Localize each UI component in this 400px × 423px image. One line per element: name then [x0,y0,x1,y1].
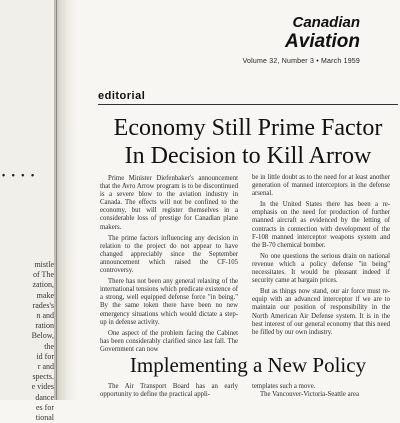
binding-gutter-line [56,0,57,400]
adjacent-page-strip [0,0,60,423]
article-column-right [252,174,390,340]
text-fragment: ration [35,321,54,331]
binding-gutter-shadow [54,0,78,400]
text-fragment: Below, [31,331,54,341]
section-label: editorial [98,90,146,102]
second-article-column-left [100,383,238,399]
paragraph: templates such a move. [252,383,316,390]
paragraph: One aspect of the problem facing the Cabinet has been considerably clarified since last fall. The Government can now [100,329,238,353]
masthead-title-line1: Canadian [292,14,360,31]
paragraph: In the United States there has been a re-emphasis on the need for production of further manned aircraft as evidenced by the letting of contracts in connection with development of the F-108 manned interceptor weapons system and the B-70 chemical bomber. [252,201,390,249]
text-fragment: es for [36,402,54,412]
headline-line2: In Decision to Kill Arrow [124,143,372,169]
text-fragment: spects. [32,372,54,382]
paragraph: The Air Transport Board has an early opportunity to define the practical appli- [100,383,238,399]
magazine-masthead [285,14,360,53]
paragraph: But as things now stand, our air force must re-equip with an advanced interceptor if we are to maintain our position of responsibility in the North American Air Defense system. It is in the best interest of our general economy that this need be filled by our own industry. [252,288,390,336]
text-fragment: mistle [34,260,54,269]
text-fragment: the [44,341,54,351]
issue-info: Volume 32, Number 3 • March 1959 [242,58,360,65]
text-fragment: id for [36,351,54,361]
text-fragment: zation, [32,280,54,290]
second-article-headline: Implementing a New Policy [98,353,398,377]
article-column-left [100,175,238,357]
text-fragment: of The [33,270,54,280]
adjacent-page-text-fragments [20,260,54,423]
section-rule [98,104,398,105]
text-fragment: e vides [31,382,54,392]
headline-line1: Economy Still Prime Factor [113,115,383,141]
text-fragment: tional [35,413,54,423]
text-fragment: make [36,290,54,300]
paragraph: be in little doubt as to the need for at least another generation of manned interceptors in the defense arsenal. [252,174,390,198]
paragraph: No one questions the serious drain on national revenue which a policy defense "in being" necessitates. It would be pleasant indeed if security came at bargain prices. [252,252,390,285]
text-fragment: n and [36,311,54,321]
paragraph: The prime factors influencing any decision in relation to the project do not appear to have changed appreciably since the September announcement which raised the CF-105 controversy. [100,234,238,275]
bullet-dots: • • • • [2,170,37,180]
second-article-column-right [252,383,390,399]
paragraph: There has not been any general relaxing of the international tensions which predicate existence of a strong, well equipped defense force "in being." By the same token there have been no new emergency situations which would dictate a step-up in defense activity. [100,278,238,326]
masthead-title-line2: Aviation [285,31,360,52]
text-fragment: rades's [32,300,54,310]
paragraph: The Vancouver-Victoria-Seattle area [260,391,359,399]
paragraph: Prime Minister Diefenbaker's announcement that the Avro Arrow program is to be discontinued is a severe blow to the aviation industry in Canada. The effects will not be confined to the economy, but will register themselves in a considerable loss of prestige for Canadian plane makers. [100,175,238,231]
article-headline [98,114,398,170]
text-fragment: dance [35,392,54,402]
text-fragment: r and [37,362,54,372]
